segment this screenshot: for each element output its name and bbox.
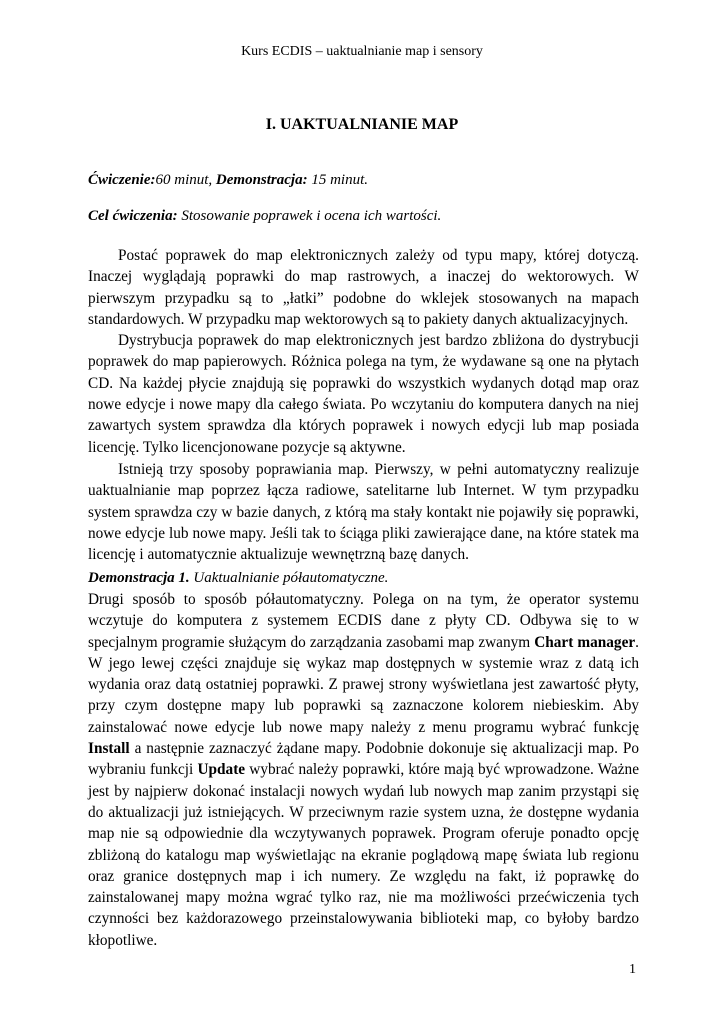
paragraph-block-1 [88, 245, 639, 458]
demonstration-title: Uaktualnianie półautomatyczne. [189, 570, 389, 586]
chart-manager-term: Chart manager [534, 633, 636, 651]
page-number: 1 [629, 962, 636, 977]
demonstration-label: Demonstracja: [215, 172, 308, 188]
install-term: Install [88, 740, 130, 758]
goal-label: Cel ćwiczenia: [88, 208, 178, 224]
demonstration-value: 15 minut. [307, 172, 369, 188]
exercise-label: Ćwiczenie: [88, 172, 156, 188]
exercise-value: 60 minut, [155, 172, 216, 188]
section-title: I. UAKTUALNIANIE MAP [265, 116, 459, 133]
goal-value: Stosowanie poprawek i ocena ich wartości. [177, 208, 442, 224]
page-header: Kurs ECDIS – uaktualnianie map i sensory [241, 44, 483, 59]
paragraph-3: Istnieją trzy sposoby poprawiania map. Pierwszy, w pełni automatyczny realizuje uaktualnianie map poprzez łącza radiowe, satelitarne lub Internet. W tym przypadku system sprawdza czy w bazie danych, z którą ma stały kontakt nie pojawiły się poprawki, nowe edycje lub nowe mapy. Jeśli tak to ściąga pliki zawierające dane, na które statek ma licencję i automatycznie aktualizuje wewnętrzną bazę danych. [88, 461, 639, 564]
demonstration-number: Demonstracja 1. [88, 570, 190, 586]
demo-text-2: . W jego lewej części znajduje się wykaz map dostępnych w systemie wraz z datą ich wydania oraz datą ostatniej poprawki. Z prawej strony wyświetlana jest zawartość płyty, przy czym dostępne mapy lub poprawki są zaznaczone kolorem niebieskim. Aby zainstalować nowe edycje lub nowe mapy należy z menu programu wybrać funkcję [88, 633, 639, 736]
demonstration-body [88, 589, 639, 951]
goal-line [88, 208, 441, 225]
paragraph-2: Dystrybucja poprawek do map elektronicznych jest bardzo zbliżona do dystrybucji poprawek do map papierowych. Różnica polega na tym, że wydawane są one na płytach CD. Na każdej płycie znajdują się poprawki do wszystkich wydanych dotąd map oraz nowe edycje i nowe mapy dla całego świata. Po wczytaniu do komputera danych na niej zawartych system sprawdza dla których poprawek i nowych edycji lub map posiada licencję. Tylko licencjonowane pozycje są aktywne. [88, 332, 639, 456]
demo-text-1: Drugi sposób to sposób półautomatyczny. Polega on na tym, że operator systemu wczytuje do komputera z systemem ECDIS dane z płyty CD. Odbywa się to w specjalnym programie służącym do zarządzania zasobami map zwanym [88, 591, 639, 651]
paragraph-block-3 [88, 459, 639, 565]
exercise-duration-line [88, 172, 368, 189]
demo-text-4: wybrać należy poprawki, które mają być wprowadzone. Ważne jest by najpierw dokonać instalacji nowych wydań lub nowych map zanim przystąpi się do aktualizacji już istniejących. W przeciwnym razie system uzna, że dostępne wydania map nie są odpowiednie dla wczytywanych poprawek. Program oferuje ponadto opcję zbliżoną do katalogu map wyświetlając na ekranie poglądową mapę świata lub regionu oraz granice dostępnych map i ich numery. Ze względu na fakt, iż poprawkę do zainstalowanej mapy można wgrać tylko raz, nie ma możliwości przećwiczenia tych czynności bez każdorazowego przeinstalowywania biblioteki map, co byłoby bardzo kłopotliwe. [88, 761, 639, 949]
update-term: Update [197, 761, 246, 779]
demonstration-heading [88, 570, 388, 587]
paragraph-1: Postać poprawek do map elektronicznych zależy od typu mapy, której dotyczą. Inaczej wyglądają poprawki do map rastrowych, a inaczej do wektorowych. W pierwszym przypadku są to „łatki” podobne do wklejek stosowanych na mapach standardowych. W przypadku map wektorowych są to pakiety danych aktualizacyjnych. [88, 247, 639, 328]
demonstration-paragraph [88, 589, 639, 951]
demo-text-3: a następnie zaznaczyć żądane mapy. Podobnie dokonuje się aktualizacji map. Po wybraniu funkcji [88, 740, 639, 779]
